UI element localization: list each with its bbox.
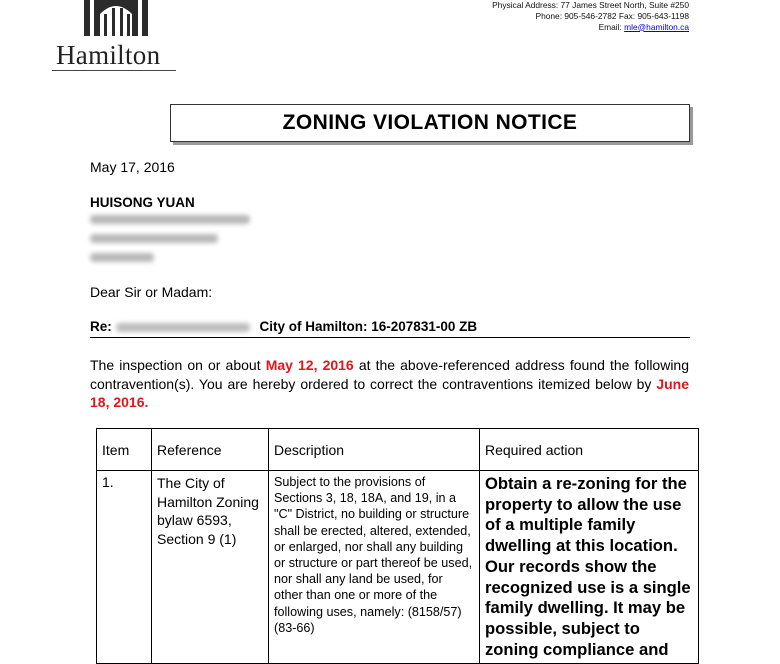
deadline-date: June 18, 2016. [90,375,690,410]
redacted-address [116,323,250,332]
city-hall-icon [84,0,148,36]
re-reference: City of Hamilton: 16-207831-00 ZB [259,319,478,334]
email-link[interactable]: mle@hamilton.ca [624,21,689,32]
redacted-address-line-1 [90,215,250,224]
table-header-row [97,429,699,471]
table-row [97,471,699,664]
item-number: 1. [97,471,152,664]
email-line [492,22,689,33]
notice-paragraph [90,356,689,412]
header-item: Item [97,429,152,471]
logo-underline [52,70,176,71]
notice-date: May 17, 2016 [90,159,175,175]
para-text-1: The inspection on or about [90,357,261,373]
redacted-address-line-3 [90,253,154,262]
header-reference: Reference [152,429,269,471]
city-logo [52,0,178,72]
re-line [90,319,690,338]
header-required-action: Required action [480,429,699,471]
contact-block [492,0,689,32]
violations-table [96,428,699,664]
brand-name: Hamilton [56,40,161,70]
header-description: Description [269,429,480,471]
address-line: Physical Address: 77 James Street North, Suite #250 [492,0,689,10]
notice-title-box [170,104,690,142]
salutation: Dear Sir or Madam: [90,284,213,300]
recipient-name: HUISONG YUAN [90,195,195,210]
email-label: Email: [598,21,622,32]
notice-title: ZONING VIOLATION NOTICE [282,111,578,134]
redacted-address-line-2 [90,234,218,243]
para-text-2: at the above-referenced address found the following contravention(s). You are hereby ordered to correct the contraventions itemized below by [90,357,690,392]
phone-line: Phone: 905-546-2782 Fax: 905-643-1198 [535,10,689,21]
description-cell: Subject to the provisions of Sections 3, 18, 18A, and 19, in a "C" District, no building or structure shall be erected, altered, extended, or enlarged, nor shall any building or structure or part thereof be used, nor shall any land be used, for other than one or more of the following uses, namely: (8158/57) (83-66) [269,471,480,664]
reference-cell: The City of Hamilton Zoning bylaw 6593, Section 9 (1) [152,471,269,664]
inspection-date: May 12, 2016 [265,357,354,373]
re-label: Re: [90,319,112,334]
required-action-cell: Obtain a re-zoning for the property to allow the use of a multiple family dwelling at this location. Our records show the recognized use is a single family dwelling. It may be possible, subject to zoning compliance and [480,471,699,664]
